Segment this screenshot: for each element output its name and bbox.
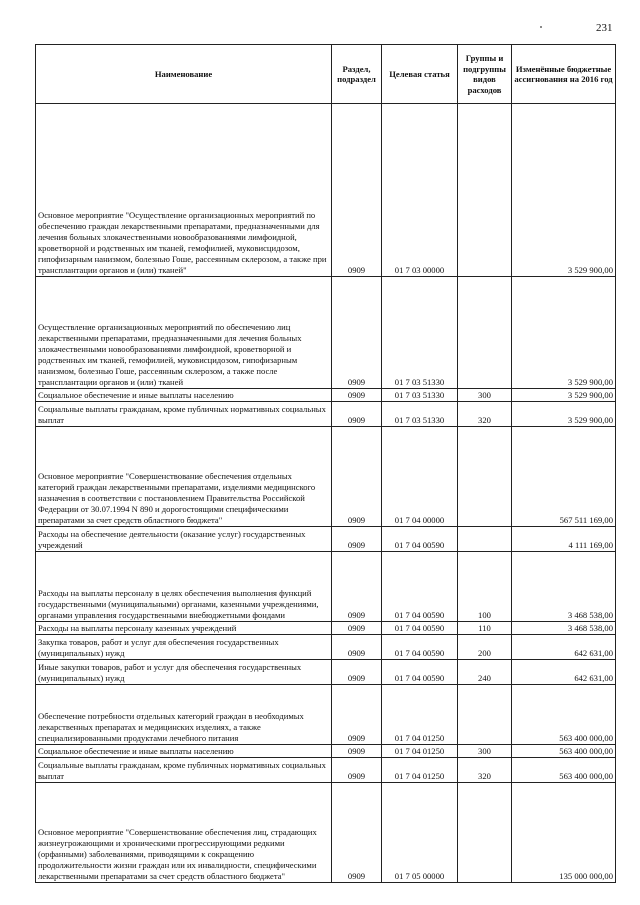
row-expense-group: 110 (458, 622, 512, 635)
row-section: 0909 (332, 104, 382, 277)
row-amount: 3 468 538,00 (512, 552, 616, 622)
row-section: 0909 (332, 660, 382, 685)
row-expense-group (458, 685, 512, 745)
row-expense-group: 320 (458, 402, 512, 427)
row-expense-group: 320 (458, 758, 512, 783)
row-name: Расходы на обеспечение деятельности (оказание услуг) государственных учреждений (36, 527, 332, 552)
table-row (36, 527, 616, 552)
header-row (36, 45, 616, 104)
row-target: 01 7 04 00000 (382, 427, 458, 527)
row-name: Социальное обеспечение и иные выплаты населению (36, 745, 332, 758)
row-section: 0909 (332, 552, 382, 622)
row-target: 01 7 04 00590 (382, 552, 458, 622)
row-amount: 3 529 900,00 (512, 104, 616, 277)
row-name: Социальные выплаты гражданам, кроме публичных нормативных социальных выплат (36, 758, 332, 783)
row-section: 0909 (332, 635, 382, 660)
row-expense-group (458, 427, 512, 527)
row-target: 01 7 04 00590 (382, 660, 458, 685)
table-row (36, 402, 616, 427)
row-amount: 3 468 538,00 (512, 622, 616, 635)
row-expense-group: 240 (458, 660, 512, 685)
row-target: 01 7 04 01250 (382, 758, 458, 783)
row-amount: 135 000 000,00 (512, 783, 616, 883)
row-expense-group (458, 277, 512, 389)
row-target: 01 7 04 01250 (382, 745, 458, 758)
row-name: Расходы на выплаты персоналу казенных учреждений (36, 622, 332, 635)
row-target: 01 7 05 00000 (382, 783, 458, 883)
row-expense-group: 300 (458, 389, 512, 402)
row-expense-group: 300 (458, 745, 512, 758)
row-target: 01 7 04 00590 (382, 635, 458, 660)
row-name: Расходы на выплаты персоналу в целях обеспечения выполнения функций государственными (муниципальными) органами, казенными учреждениями, органами управления государственными внебюджетными фондами (36, 552, 332, 622)
table-row (36, 277, 616, 389)
table-row (36, 758, 616, 783)
row-target: 01 7 03 00000 (382, 104, 458, 277)
row-amount: 642 631,00 (512, 660, 616, 685)
table-row (36, 783, 616, 883)
table-row (36, 389, 616, 402)
row-name: Социальное обеспечение и иные выплаты населению (36, 389, 332, 402)
table-row (36, 622, 616, 635)
row-section: 0909 (332, 685, 382, 745)
row-section: 0909 (332, 427, 382, 527)
row-section: 0909 (332, 783, 382, 883)
row-target: 01 7 04 00590 (382, 527, 458, 552)
row-amount: 563 400 000,00 (512, 758, 616, 783)
row-amount: 567 511 169,00 (512, 427, 616, 527)
row-section: 0909 (332, 758, 382, 783)
table-row (36, 427, 616, 527)
row-target: 01 7 03 51330 (382, 389, 458, 402)
row-section: 0909 (332, 277, 382, 389)
row-expense-group (458, 527, 512, 552)
row-expense-group (458, 783, 512, 883)
header-expense-groups: Группы и подгруппы видов расходов (458, 45, 512, 104)
row-name: Иные закупки товаров, работ и услуг для обеспечения государственных (муниципальных) нужд (36, 660, 332, 685)
row-section: 0909 (332, 389, 382, 402)
row-target: 01 7 03 51330 (382, 277, 458, 389)
budget-table (35, 44, 616, 883)
header-section: Раздел, подраздел (332, 45, 382, 104)
table-row (36, 104, 616, 277)
row-amount: 642 631,00 (512, 635, 616, 660)
row-expense-group (458, 104, 512, 277)
row-target: 01 7 04 00590 (382, 622, 458, 635)
row-section: 0909 (332, 402, 382, 427)
row-amount: 3 529 900,00 (512, 402, 616, 427)
row-name: Осуществление организационных мероприятий по обеспечению лиц лекарственными препаратами, предназначенными для лечения больных злокачественными новообразованиями лимфоидной, кроветворной и родственных им тканей, гемофилией, муковисцидозом, гипофизарным нанизмом, болезнью Гоше, рассеянным склерозом, а также после трансплантации органов и (или) тканей (36, 277, 332, 389)
row-amount: 563 400 000,00 (512, 685, 616, 745)
table-row (36, 745, 616, 758)
row-target: 01 7 04 01250 (382, 685, 458, 745)
header-amount: Изменённые бюджетные ассигнования на 2016 год (512, 45, 616, 104)
row-name: Закупка товаров, работ и услуг для обеспечения государственных (муниципальных) нужд (36, 635, 332, 660)
row-amount: 563 400 000,00 (512, 745, 616, 758)
row-name: Основное мероприятие "Совершенствование обеспечения лиц, страдающих жизнеугрожающими и хроническими прогрессирующими редкими (орфанными) заболеваниями, приводящими к сокращению продолжительности жизни граждан или их инвалидности, специфическими лекарственными препаратами за счет средств областного бюджета" (36, 783, 332, 883)
row-section: 0909 (332, 527, 382, 552)
row-amount: 3 529 900,00 (512, 389, 616, 402)
table-row (36, 660, 616, 685)
header-name: Наименование (36, 45, 332, 104)
row-expense-group: 100 (458, 552, 512, 622)
table-row (36, 635, 616, 660)
row-name: Основное мероприятие "Совершенствование обеспечения отдельных категорий граждан лекарственными препаратами, изделиями медицинского назначения в соответствии с постановлением Правительства Российской Федерации от 30.07.1994 N 890 и дорогостоящими специфическими препаратами за счет средств областного бюджета" (36, 427, 332, 527)
row-amount: 4 111 169,00 (512, 527, 616, 552)
header-target: Целевая статья (382, 45, 458, 104)
row-name: Основное мероприятие "Осуществление организационных мероприятий по обеспечению граждан лекарственными препаратами, предназначенными для лечения больных злокачественными новообразованиями лимфоидной, кроветворной и родственных им тканей, гемофилией, муковисцидозом, гипофизарным нанизмом, болезнью Гоше, рассеянным склерозом, а также при трансплантации органов и (или) тканей" (36, 104, 332, 277)
row-amount: 3 529 900,00 (512, 277, 616, 389)
table-row (36, 685, 616, 745)
row-expense-group: 200 (458, 635, 512, 660)
row-target: 01 7 03 51330 (382, 402, 458, 427)
page-number: 231 (596, 22, 613, 34)
row-section: 0909 (332, 745, 382, 758)
row-section: 0909 (332, 622, 382, 635)
row-name: Социальные выплаты гражданам, кроме публичных нормативных социальных выплат (36, 402, 332, 427)
table-row (36, 552, 616, 622)
row-name: Обеспечение потребности отдельных категорий граждан в необходимых лекарственных препаратах и медицинских изделиях, а также специализированными продуктами лечебного питания (36, 685, 332, 745)
scan-speck (540, 26, 542, 28)
